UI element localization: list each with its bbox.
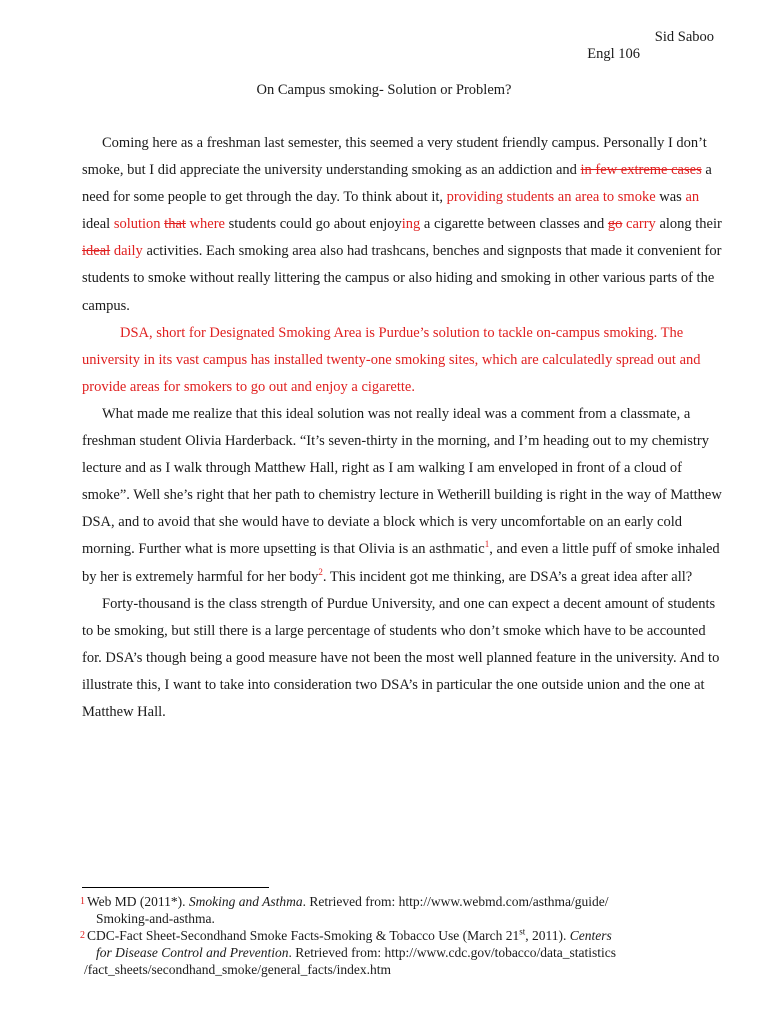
footnote-ref-1[interactable]: 1 — [484, 539, 490, 550]
footnotes — [80, 893, 730, 978]
deleted-text: that — [164, 216, 186, 233]
paragraph-2: DSA, short for Designated Smoking Area is Purdue’s solution to tackle on-campus smoking. The university in its vast campus has installed twenty-one smoking sites, which are calculatedly spread out and provide areas for smokers to go out and enjoy a cigarette. — [82, 324, 701, 395]
deleted-text: in few extreme cases — [580, 162, 702, 179]
inserted-text: providing students an area to smoke — [446, 189, 656, 206]
paragraph-3: What made me realize that this ideal solution was not really ideal was a comment from a classmate, a freshman student Olivia Harderback. “It’s seven-thirty in the morning, and I’m heading out to my chemistry lecture and as I walk through Matthew Hall, right as I am walking I am enveloped in front of a cloud of smoke”. Well she’s right that her path to chemistry lecture in Wetherill building is right in the way of Matthew DSA, and to avoid that she would have to deviate a block which is very uncomfortable on an early cold morning. Further what is more upsetting is that Olivia is an asthmatic$^1$, and even a little puff of smoke inhaled by her is extremely harmful for her body$^2$. This incident got me thinking, are DSA’s a great idea after all? — [82, 405, 722, 585]
inserted-text: ing — [401, 216, 421, 233]
essay-title: On Campus smoking- Solution or Problem? — [256, 82, 512, 98]
paragraph-1: Coming here as a freshman last semester, this seemed a very student friendly campus. Personally I don’t smoke, but I did appreciate the university understanding smoking as an addiction and in few extreme cases a need for some people to get through the day. To think about it, providing students an area to smoke was an ideal solution that where students could go about enjoying a cigarette between classes and go carry along their ideal daily activities. Each smoking area also had trashcans, benches and signposts that made it convenient for students to smoke without really littering the campus or also hiding and smoking in other various parts of the campus. — [82, 135, 722, 314]
footnote-separator — [82, 887, 269, 888]
deleted-text: ideal — [82, 243, 111, 260]
inserted-text: solution — [113, 216, 161, 233]
deleted-text: go — [607, 216, 623, 233]
paragraph-4: Forty-thousand is the class strength of Purdue University, and one can expect a decent amount of students to be smoking, but still there is a large percentage of students who don’t smoke which have to be accounted for. DSA’s though being a good measure have not been the most well planned feature in the university. And to illustrate this, I want to take into consideration two DSA’s in particular the one outside union and the one at Matthew Hall. — [82, 595, 720, 720]
footnote-1: 1 Web MD (2011*). Smoking and Asthma. Retrieved from: http://www.webmd.com/asthma/guide/ Smoking-and-asthma. — [80, 894, 609, 926]
inserted-text: daily — [113, 243, 143, 260]
inserted-text: carry — [626, 216, 656, 233]
inserted-text: an — [685, 189, 700, 206]
inserted-text: where — [189, 216, 225, 233]
course-name: Engl 106 — [587, 46, 640, 62]
author-name: Sid Saboo — [654, 29, 714, 45]
footnote-2: 2 CDC-Fact Sheet-Secondhand Smoke Facts-Smoking & Tobacco Use (March 21st, 2011). Centers for Disease Control and Prevention. Retrieved from: http://www.cdc.gov/tobacco/data_statistics /fact_sheets/secondhand_smoke/general_facts/index.htm — [80, 926, 617, 977]
essay-body — [82, 130, 722, 726]
footnote-ref-2[interactable]: 2 — [318, 566, 323, 577]
